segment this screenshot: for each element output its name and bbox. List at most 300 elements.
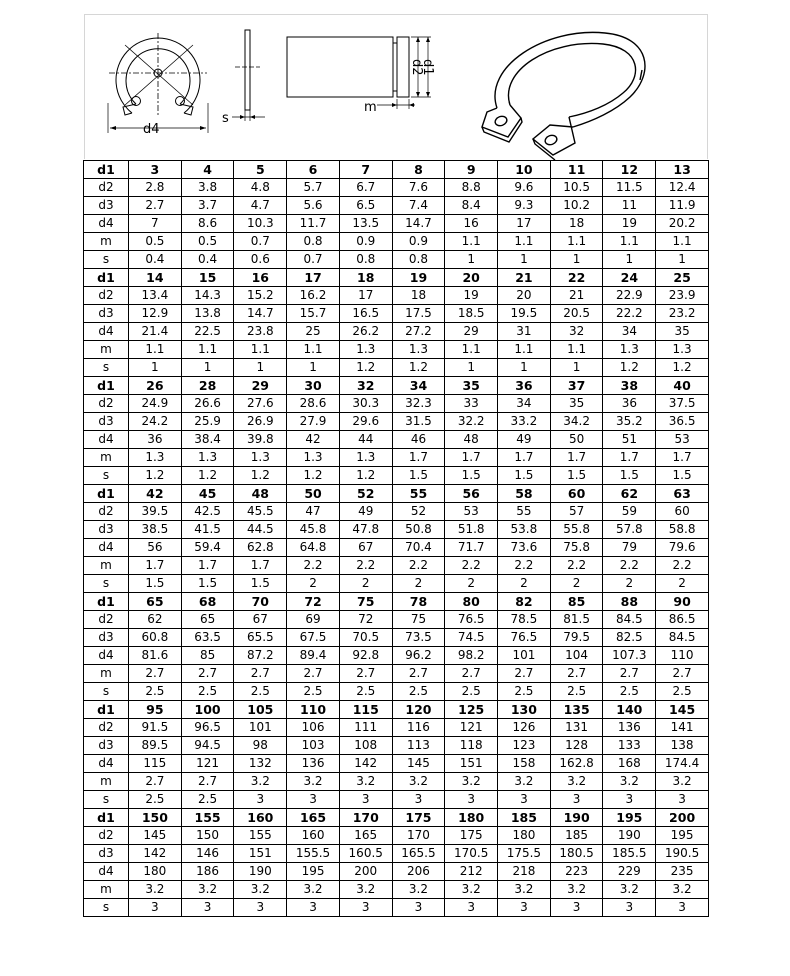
table-cell: 90	[656, 593, 709, 611]
table-cell: 3	[656, 791, 709, 809]
row-label: s	[84, 575, 129, 593]
row-label: d3	[84, 629, 129, 647]
table-cell: 7	[339, 161, 392, 179]
table-cell: 1	[234, 359, 287, 377]
table-cell: 1	[603, 251, 656, 269]
table-cell: 0.8	[392, 251, 445, 269]
table-cell: 50.8	[392, 521, 445, 539]
table-cell: 0.4	[129, 251, 182, 269]
table-cell: 16	[234, 269, 287, 287]
table-cell: 10.2	[550, 197, 603, 215]
table-cell: 111	[339, 719, 392, 737]
table-cell: 229	[603, 863, 656, 881]
table-row	[84, 413, 709, 431]
table-cell: 95	[129, 701, 182, 719]
table-cell: 190.5	[656, 845, 709, 863]
table-cell: 18	[339, 269, 392, 287]
table-row	[84, 485, 709, 503]
table-cell: 25	[656, 269, 709, 287]
table-cell: 56	[445, 485, 498, 503]
table-row	[84, 719, 709, 737]
table-cell: 40	[656, 377, 709, 395]
table-cell: 2.2	[550, 557, 603, 575]
table-cell: 79.5	[550, 629, 603, 647]
table-cell: 115	[339, 701, 392, 719]
table-cell: 136	[287, 755, 340, 773]
table-cell: 22	[550, 269, 603, 287]
table-cell: 2.7	[656, 665, 709, 683]
table-cell: 65.5	[234, 629, 287, 647]
table-cell: 3.7	[181, 197, 234, 215]
table-cell: 39.8	[234, 431, 287, 449]
table-row	[84, 377, 709, 395]
table-cell: 75	[392, 611, 445, 629]
table-cell: 3.2	[498, 773, 551, 791]
table-cell: 3	[445, 899, 498, 917]
row-label: d2	[84, 719, 129, 737]
table-cell: 1.1	[550, 233, 603, 251]
table-cell: 23.2	[656, 305, 709, 323]
table-cell: 2	[287, 575, 340, 593]
table-cell: 57.8	[603, 521, 656, 539]
table-cell: 1	[287, 359, 340, 377]
table-cell: 79.6	[656, 539, 709, 557]
table-cell: 51.8	[445, 521, 498, 539]
table-cell: 73.5	[392, 629, 445, 647]
table-cell: 1.1	[129, 341, 182, 359]
table-cell: 19	[392, 269, 445, 287]
table-cell: 85	[550, 593, 603, 611]
table-cell: 2.7	[392, 665, 445, 683]
table-cell: 76.5	[498, 629, 551, 647]
table-cell: 24.2	[129, 413, 182, 431]
row-label: d4	[84, 323, 129, 341]
table-cell: 2.5	[129, 791, 182, 809]
table-cell: 1.1	[656, 233, 709, 251]
table-cell: 34	[498, 395, 551, 413]
table-cell: 2	[656, 575, 709, 593]
table-cell: 141	[656, 719, 709, 737]
table-cell: 1	[498, 251, 551, 269]
table-cell: 3.2	[498, 881, 551, 899]
table-cell: 145	[392, 755, 445, 773]
table-row	[84, 809, 709, 827]
table-cell: 2.7	[129, 197, 182, 215]
table-cell: 53	[656, 431, 709, 449]
table-cell: 151	[234, 845, 287, 863]
table-cell: 41.5	[181, 521, 234, 539]
table-cell: 35	[445, 377, 498, 395]
table-cell: 2.5	[339, 683, 392, 701]
row-label: d1	[84, 377, 129, 395]
label-d1: d1	[420, 59, 435, 76]
table-cell: 73.6	[498, 539, 551, 557]
table-cell: 150	[129, 809, 182, 827]
table-cell: 160	[234, 809, 287, 827]
table-cell: 21	[498, 269, 551, 287]
table-cell: 24.9	[129, 395, 182, 413]
table-cell: 14.3	[181, 287, 234, 305]
label-d4: d4	[143, 122, 160, 137]
table-cell: 1.7	[181, 557, 234, 575]
table-cell: 56	[129, 539, 182, 557]
table-row	[84, 899, 709, 917]
table-cell: 1.5	[656, 467, 709, 485]
table-cell: 34	[392, 377, 445, 395]
table-cell: 1.7	[498, 449, 551, 467]
table-cell: 27.2	[392, 323, 445, 341]
table-cell: 29	[445, 323, 498, 341]
row-label: d4	[84, 431, 129, 449]
table-cell: 2.7	[287, 665, 340, 683]
row-label: m	[84, 665, 129, 683]
table-cell: 17.5	[392, 305, 445, 323]
label-d2: d2	[409, 59, 424, 76]
table-cell: 22.9	[603, 287, 656, 305]
table-cell: 22.2	[603, 305, 656, 323]
table-cell: 71.7	[445, 539, 498, 557]
table-cell: 3.2	[603, 773, 656, 791]
table-cell: 1	[550, 359, 603, 377]
table-cell: 57	[550, 503, 603, 521]
table-cell: 180	[129, 863, 182, 881]
table-cell: 2.2	[339, 557, 392, 575]
row-label: d4	[84, 755, 129, 773]
table-cell: 82.5	[603, 629, 656, 647]
table-cell: 1.1	[287, 341, 340, 359]
table-cell: 14	[129, 269, 182, 287]
table-cell: 103	[287, 737, 340, 755]
table-row	[84, 503, 709, 521]
table-cell: 1	[445, 359, 498, 377]
technical-drawing	[84, 14, 708, 159]
table-cell: 121	[181, 755, 234, 773]
table-cell: 200	[656, 809, 709, 827]
table-cell: 195	[287, 863, 340, 881]
table-cell: 2.7	[498, 665, 551, 683]
table-cell: 15.7	[287, 305, 340, 323]
table-cell: 106	[287, 719, 340, 737]
table-cell: 195	[603, 809, 656, 827]
table-cell: 3	[234, 899, 287, 917]
table-cell: 29.6	[339, 413, 392, 431]
table-cell: 3.2	[339, 773, 392, 791]
table-cell: 88	[603, 593, 656, 611]
table-cell: 142	[339, 755, 392, 773]
table-cell: 44.5	[234, 521, 287, 539]
table-cell: 94.5	[181, 737, 234, 755]
table-cell: 68	[181, 593, 234, 611]
table-cell: 3.2	[550, 773, 603, 791]
table-cell: 2.5	[603, 683, 656, 701]
table-cell: 39.5	[129, 503, 182, 521]
table-cell: 0.8	[339, 251, 392, 269]
table-cell: 65	[181, 611, 234, 629]
table-cell: 0.5	[129, 233, 182, 251]
row-label: d2	[84, 827, 129, 845]
table-cell: 9	[445, 161, 498, 179]
table-row	[84, 197, 709, 215]
row-label: d4	[84, 863, 129, 881]
table-cell: 165	[339, 827, 392, 845]
table-cell: 2.5	[129, 683, 182, 701]
table-cell: 38.4	[181, 431, 234, 449]
table-cell: 0.6	[234, 251, 287, 269]
row-label: s	[84, 359, 129, 377]
table-cell: 20.2	[656, 215, 709, 233]
table-cell: 185.5	[603, 845, 656, 863]
table-cell: 1.2	[129, 467, 182, 485]
table-cell: 63	[656, 485, 709, 503]
table-cell: 185	[498, 809, 551, 827]
table-cell: 67.5	[287, 629, 340, 647]
table-cell: 45	[181, 485, 234, 503]
table-cell: 19	[445, 287, 498, 305]
table-cell: 23.9	[656, 287, 709, 305]
table-cell: 37.5	[656, 395, 709, 413]
table-cell: 32	[339, 377, 392, 395]
row-label: d1	[84, 701, 129, 719]
table-cell: 98	[234, 737, 287, 755]
table-cell: 185	[550, 827, 603, 845]
table-cell: 3	[234, 791, 287, 809]
table-cell: 0.9	[339, 233, 392, 251]
table-cell: 2.7	[603, 665, 656, 683]
row-label: s	[84, 467, 129, 485]
table-cell: 162.8	[550, 755, 603, 773]
table-cell: 165.5	[392, 845, 445, 863]
table-cell: 21	[550, 287, 603, 305]
table-cell: 3	[498, 791, 551, 809]
table-cell: 1.7	[550, 449, 603, 467]
table-cell: 101	[234, 719, 287, 737]
table-cell: 6.5	[339, 197, 392, 215]
table-cell: 11.5	[603, 179, 656, 197]
circlip-front-view	[108, 33, 208, 133]
table-cell: 1.5	[498, 467, 551, 485]
table-cell: 36	[603, 395, 656, 413]
row-label: d2	[84, 179, 129, 197]
table-row	[84, 179, 709, 197]
table-cell: 190	[603, 827, 656, 845]
table-row	[84, 863, 709, 881]
table-cell: 51	[603, 431, 656, 449]
table-cell: 116	[392, 719, 445, 737]
row-label: m	[84, 881, 129, 899]
row-label: m	[84, 233, 129, 251]
row-label: s	[84, 251, 129, 269]
table-cell: 3	[287, 899, 340, 917]
table-cell: 35	[550, 395, 603, 413]
table-cell: 14.7	[392, 215, 445, 233]
table-cell: 64.8	[287, 539, 340, 557]
table-cell: 3.2	[339, 881, 392, 899]
table-cell: 9.3	[498, 197, 551, 215]
table-cell: 91.5	[129, 719, 182, 737]
table-cell: 33.2	[498, 413, 551, 431]
row-label: d1	[84, 485, 129, 503]
table-cell: 1.5	[603, 467, 656, 485]
table-cell: 15.2	[234, 287, 287, 305]
table-cell: 13.5	[339, 215, 392, 233]
table-cell: 11	[603, 197, 656, 215]
table-row	[84, 341, 709, 359]
table-row	[84, 233, 709, 251]
table-row	[84, 791, 709, 809]
table-cell: 2.7	[181, 773, 234, 791]
table-cell: 59.4	[181, 539, 234, 557]
table-cell: 89.4	[287, 647, 340, 665]
table-row	[84, 557, 709, 575]
table-cell: 18.5	[445, 305, 498, 323]
table-cell: 31	[498, 323, 551, 341]
row-label: s	[84, 683, 129, 701]
table-cell: 2.7	[445, 665, 498, 683]
table-cell: 58	[498, 485, 551, 503]
table-cell: 142	[129, 845, 182, 863]
table-cell: 3.2	[181, 881, 234, 899]
table-cell: 26.2	[339, 323, 392, 341]
table-cell: 50	[550, 431, 603, 449]
table-cell: 62	[129, 611, 182, 629]
table-row	[84, 701, 709, 719]
table-cell: 7.6	[392, 179, 445, 197]
row-label: m	[84, 773, 129, 791]
table-cell: 26.9	[234, 413, 287, 431]
table-cell: 78	[392, 593, 445, 611]
table-cell: 110	[287, 701, 340, 719]
table-cell: 33	[445, 395, 498, 413]
table-cell: 19.5	[498, 305, 551, 323]
table-cell: 3	[392, 899, 445, 917]
table-cell: 190	[234, 863, 287, 881]
table-cell: 136	[603, 719, 656, 737]
table-cell: 30.3	[339, 395, 392, 413]
table-cell: 84.5	[656, 629, 709, 647]
table-cell: 50	[287, 485, 340, 503]
table-cell: 1.5	[550, 467, 603, 485]
table-cell: 25.9	[181, 413, 234, 431]
table-cell: 2	[339, 575, 392, 593]
table-cell: 3.2	[656, 881, 709, 899]
table-row	[84, 881, 709, 899]
table-cell: 128	[550, 737, 603, 755]
table-cell: 2.2	[392, 557, 445, 575]
table-cell: 8	[392, 161, 445, 179]
table-cell: 155	[181, 809, 234, 827]
table-cell: 1.7	[603, 449, 656, 467]
table-cell: 3.2	[445, 881, 498, 899]
table-cell: 1.5	[392, 467, 445, 485]
table-row	[84, 323, 709, 341]
table-row	[84, 845, 709, 863]
table-cell: 146	[181, 845, 234, 863]
table-cell: 5	[234, 161, 287, 179]
table-cell: 80	[445, 593, 498, 611]
table-cell: 0.4	[181, 251, 234, 269]
table-cell: 34.2	[550, 413, 603, 431]
table-cell: 58.8	[656, 521, 709, 539]
table-cell: 1.1	[603, 233, 656, 251]
table-row	[84, 683, 709, 701]
table-cell: 25	[287, 323, 340, 341]
table-cell: 27.9	[287, 413, 340, 431]
table-cell: 16.2	[287, 287, 340, 305]
table-cell: 3	[339, 899, 392, 917]
row-label: d2	[84, 287, 129, 305]
table-cell: 212	[445, 863, 498, 881]
table-row	[84, 773, 709, 791]
table-cell: 2	[392, 575, 445, 593]
table-cell: 3.2	[234, 881, 287, 899]
table-cell: 3.2	[656, 773, 709, 791]
table-cell: 44	[339, 431, 392, 449]
table-cell: 195	[656, 827, 709, 845]
table-row	[84, 647, 709, 665]
table-row	[84, 395, 709, 413]
table-cell: 3.2	[392, 881, 445, 899]
label-s: s	[222, 111, 229, 126]
row-label: d2	[84, 395, 129, 413]
table-cell: 108	[339, 737, 392, 755]
table-cell: 36.5	[656, 413, 709, 431]
table-cell: 74.5	[445, 629, 498, 647]
table-cell: 82	[498, 593, 551, 611]
table-row	[84, 737, 709, 755]
table-cell: 107.3	[603, 647, 656, 665]
table-cell: 145	[656, 701, 709, 719]
table-cell: 32.3	[392, 395, 445, 413]
table-cell: 36	[498, 377, 551, 395]
table-cell: 2.5	[181, 791, 234, 809]
table-cell: 1.1	[550, 341, 603, 359]
table-cell: 1.5	[234, 575, 287, 593]
table-row	[84, 269, 709, 287]
table-cell: 130	[498, 701, 551, 719]
table-cell: 2	[445, 575, 498, 593]
table-cell: 3	[339, 791, 392, 809]
table-cell: 42	[287, 431, 340, 449]
table-cell: 13.8	[181, 305, 234, 323]
table-cell: 67	[339, 539, 392, 557]
table-cell: 55	[392, 485, 445, 503]
table-cell: 3.2	[445, 773, 498, 791]
spec-table	[83, 160, 709, 917]
table-cell: 24	[603, 269, 656, 287]
table-cell: 10	[498, 161, 551, 179]
table-cell: 132	[234, 755, 287, 773]
table-cell: 21.4	[129, 323, 182, 341]
table-cell: 96.2	[392, 647, 445, 665]
table-cell: 9.6	[498, 179, 551, 197]
table-cell: 46	[392, 431, 445, 449]
table-row	[84, 305, 709, 323]
row-label: d4	[84, 215, 129, 233]
table-cell: 1.2	[392, 359, 445, 377]
table-cell: 200	[339, 863, 392, 881]
table-cell: 55.8	[550, 521, 603, 539]
row-label: d4	[84, 539, 129, 557]
table-cell: 31.5	[392, 413, 445, 431]
table-cell: 1.2	[339, 467, 392, 485]
table-cell: 3	[498, 899, 551, 917]
table-cell: 1	[129, 359, 182, 377]
table-cell: 87.2	[234, 647, 287, 665]
table-cell: 2.2	[656, 557, 709, 575]
table-cell: 3.2	[392, 773, 445, 791]
table-cell: 1.2	[656, 359, 709, 377]
table-cell: 165	[287, 809, 340, 827]
